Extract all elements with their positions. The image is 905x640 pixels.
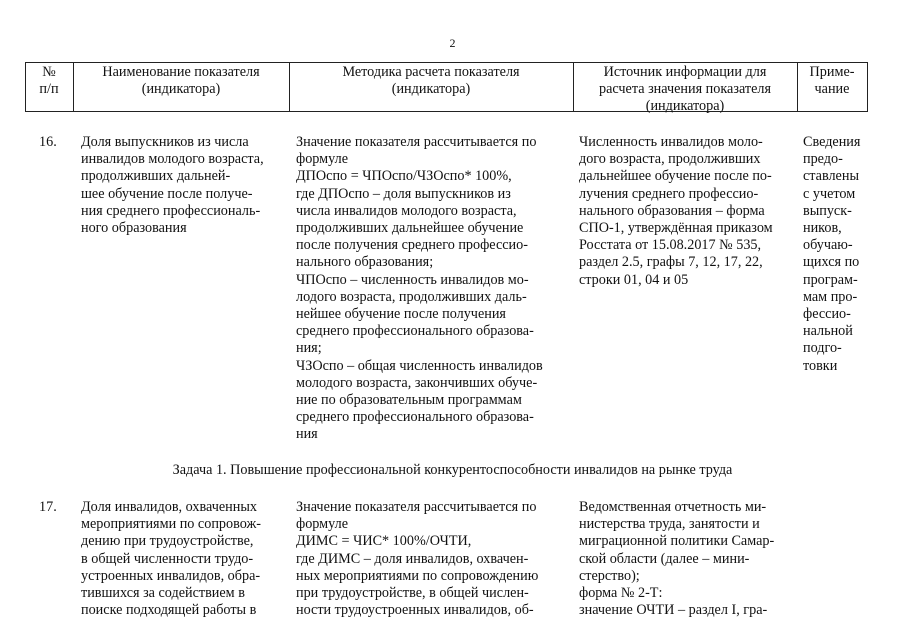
row16-method-line: среднего профессионального образова-	[296, 323, 534, 340]
row17-source-line: ской области (далее – мини-	[579, 550, 750, 567]
header-source-line: Источник информации для	[603, 64, 767, 80]
row17-method-line: ДИМС = ЧИС* 100%/ОЧТИ,	[296, 533, 472, 550]
row16-name	[81, 134, 286, 237]
header-note-line: Приме-	[809, 64, 855, 80]
row16-method-line: ЧПОспо – численность инвалидов мо-	[296, 271, 529, 288]
row16-method-line: Значение показателя рассчитывается по	[296, 134, 537, 150]
row17-source-line: Ведомственная отчетность ми-	[579, 499, 767, 515]
row17-source-line: форма № 2-Т:	[579, 585, 663, 602]
row16-note-line: подго-	[803, 340, 842, 357]
row17-source-line: миграционной политики Самар-	[579, 533, 775, 550]
row17-method	[296, 499, 570, 619]
row16-note-line: товки	[803, 357, 838, 374]
row16-note-line: щихся по	[803, 254, 860, 271]
row17-name-line: устроенных инвалидов, обра-	[81, 567, 261, 584]
header-method-line: (индикатора)	[391, 81, 471, 98]
row16-source-line: строки 01, 04 и 05	[579, 271, 689, 288]
row16-method-line: нального образования;	[296, 254, 434, 271]
row16-name-line: Доля выпускников из числа	[81, 134, 249, 150]
row16-source-line: нального образования – форма	[579, 202, 765, 219]
header-name-line: Наименование показателя	[102, 64, 260, 80]
row16-method-line: ния	[296, 426, 318, 443]
row17-source	[579, 499, 797, 619]
row17-name-line: в общей численности трудо-	[81, 550, 254, 567]
row16-name-line: продолживших дальней-	[81, 168, 231, 185]
page-number: 2	[449, 36, 456, 50]
row17-method-line: формуле	[296, 516, 348, 533]
row16-note	[803, 134, 873, 375]
header-num	[25, 64, 73, 98]
row16-method	[296, 134, 570, 444]
row16-source-line: дальнейшее обучение после по-	[579, 168, 772, 185]
row16-note-line: обучаю-	[803, 237, 853, 254]
row16-note-line: ников,	[803, 220, 842, 237]
row17-name-line: дению при трудоустройстве,	[81, 533, 254, 550]
row16-note-line: нальной	[803, 323, 853, 340]
row16-note-line: предо-	[803, 151, 843, 168]
row17-method-line: где ДИМС – доля инвалидов, охвачен-	[296, 550, 529, 567]
row16-method-line: среднего профессионального образова-	[296, 409, 534, 426]
row17-method-line: при трудоустройстве, в общей числен-	[296, 585, 529, 602]
row16-note-line: с учетом	[803, 185, 856, 202]
row16-method-line: числа инвалидов молодого возраста,	[296, 202, 517, 219]
row16-method-line: ЧЗОспо – общая численность инвалидов	[296, 357, 543, 374]
row16-source-line: дого возраста, продолживших	[579, 151, 761, 168]
row17-method-line: ных мероприятиями по сопровождению	[296, 567, 539, 584]
row16-method-line: формуле	[296, 151, 348, 168]
row16-source-line: лучения среднего профессио-	[579, 185, 759, 202]
header-col-divider	[867, 62, 868, 112]
header-source	[573, 64, 797, 116]
header-name	[73, 64, 289, 98]
row16-method-line: ния;	[296, 340, 322, 357]
row16-note-line: програм-	[803, 271, 858, 288]
row16-name-line: ного образования	[81, 220, 187, 237]
row16-name-line: ния среднего профессиональ-	[81, 202, 261, 219]
row17-name-line: Доля инвалидов, охваченных	[81, 499, 257, 515]
row17-name-line: поиске подходящей работы в	[81, 602, 257, 619]
row16-note-line: Сведения	[803, 134, 861, 150]
row17-source-line: стерство);	[579, 567, 640, 584]
header-num-line: п/п	[39, 81, 59, 98]
row16-method-line: после получения среднего профессио-	[296, 237, 528, 254]
header-num-line: №	[42, 64, 56, 80]
row16-source-line: раздел 2.5, графы 7, 12, 17, 22,	[579, 254, 763, 271]
row16-name-line: шее обучение после получе-	[81, 185, 253, 202]
header-method	[289, 64, 573, 98]
row16-note-line: ставлены	[803, 168, 859, 185]
row16-method-line: молодого возраста, закончивших обуче-	[296, 374, 538, 391]
task-heading: Задача 1. Повышение профессиональной конкурентоспособности инвалидов на рынке труда	[172, 462, 733, 478]
header-method-line: Методика расчета показателя	[342, 64, 520, 80]
row16-source-line: Численность инвалидов моло-	[579, 134, 763, 150]
row17-method-line: ности трудоустроенных инвалидов, об-	[296, 602, 534, 619]
row16-source-line: СПО-1, утверждённая приказом	[579, 220, 773, 237]
header-name-line: (индикатора)	[141, 81, 221, 98]
row17-method-line: Значение показателя рассчитывается по	[296, 499, 537, 515]
header-source-line: расчета значения показателя	[599, 81, 771, 98]
row16-note-line: выпуск-	[803, 202, 852, 219]
row17-source-line: значение ОЧТИ – раздел I, гра-	[579, 602, 768, 619]
row17-name-line: тившихся за содействием в	[81, 585, 245, 602]
row-number: 16.	[39, 134, 57, 150]
row17-name	[81, 499, 286, 619]
row16-method-line: ние по образовательным программам	[296, 392, 522, 409]
row17-num	[39, 499, 73, 516]
header-note-line: чание	[814, 81, 850, 98]
row16-note-line: мам про-	[803, 288, 858, 305]
row16-method-line: лодого возраста, продолживших даль-	[296, 288, 527, 305]
row16-name-line: инвалидов молодого возраста,	[81, 151, 264, 168]
row16-method-line: продолживших дальнейшее обучение	[296, 220, 524, 237]
row16-num	[39, 134, 73, 151]
row16-method-line: нейшее обучение после получения	[296, 306, 506, 323]
row16-method-line: ДПОспо = ЧПОспо/ЧЗОспо* 100%,	[296, 168, 512, 185]
row17-source-line: нистерства труда, занятости и	[579, 516, 760, 533]
row-number: 17.	[39, 499, 57, 515]
header-top-border	[25, 62, 867, 63]
row16-source-line: Росстата от 15.08.2017 № 535,	[579, 237, 762, 254]
header-note	[797, 64, 867, 98]
header-source-line: (индикатора)	[645, 98, 725, 115]
row16-note-line: фессио-	[803, 306, 851, 323]
row16-source	[579, 134, 797, 289]
row17-name-line: мероприятиями по сопровож-	[81, 516, 261, 533]
row16-method-line: где ДПОспо – доля выпускников из	[296, 185, 511, 202]
